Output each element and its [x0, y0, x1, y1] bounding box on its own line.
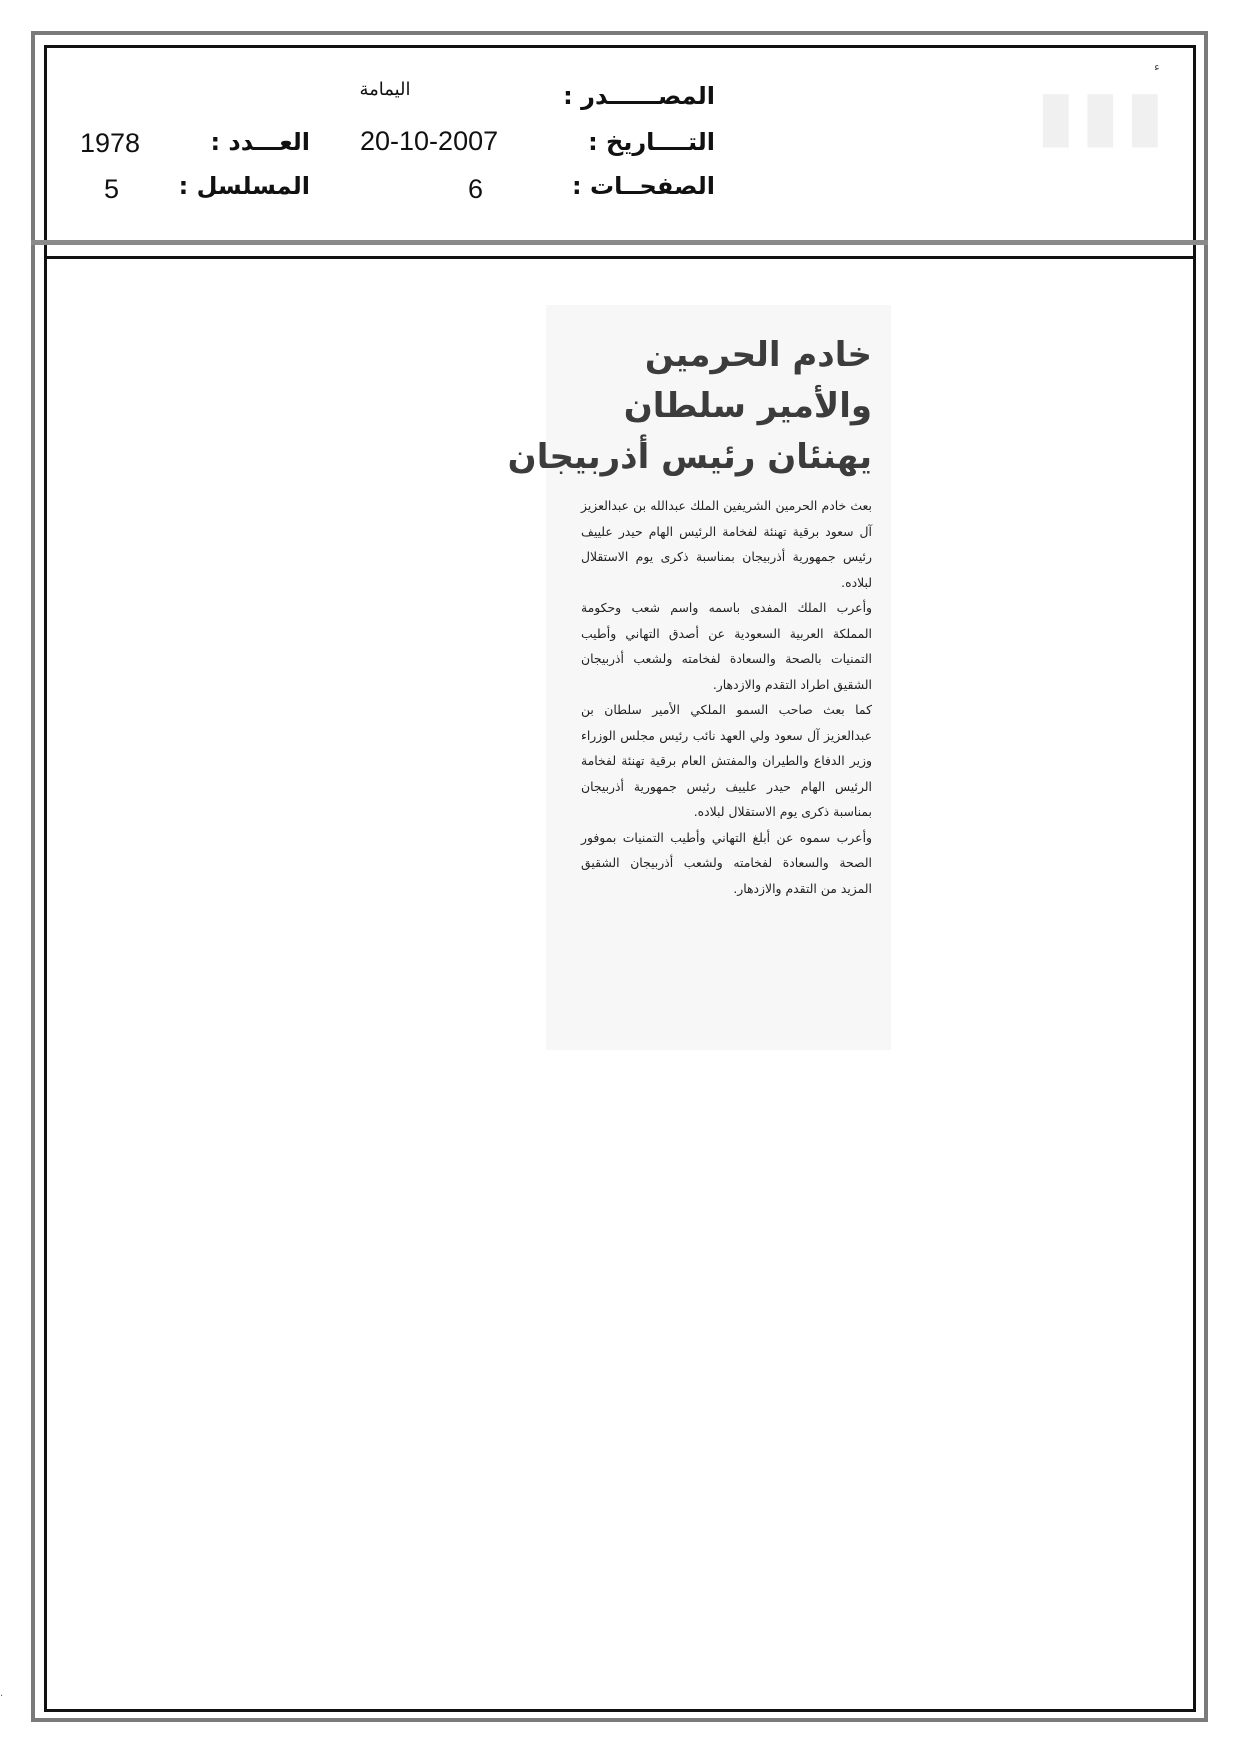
issue-value: 1978 — [80, 128, 141, 158]
header-separator — [31, 240, 1208, 245]
article-body — [581, 493, 872, 901]
headline-line: والأمير سلطان — [623, 386, 872, 426]
article-paragraph: وأعرب سموه عن أبلغ التهاني وأطيب التمنيات بموفور الصحة والسعادة لفخامته ولشعب أذربيجان الشقيق المزيد من التقدم والازدهار. — [581, 829, 872, 896]
article-paragraph: كما بعث صاحب السمو الملكي الأمير سلطان بن عبدالعزيز آل سعود ولي العهد نائب رئيس مجلس الوزراء وزير الدفاع والطيران والمفتش العام برقية تهنئة لفخامة الرئيس الهام حيدر علييف رئيس جمهورية أذربيجان بمناسبة ذكرى يوم الاستقلال لبلاده. — [581, 702, 872, 819]
date-label: التــــاريخ : — [588, 128, 715, 156]
news-clipping — [507, 305, 891, 1050]
source-value: اليمامة — [359, 79, 411, 100]
article-paragraph: بعث خادم الحرمين الشريفين الملك عبدالله بن عبدالعزيز آل سعود برقية تهنئة لفخامة الرئيس الهام حيدر علييف رئيس جمهورية أذربيجان بمناسبة ذكرى يوم الاستقلال لبلاده. — [581, 498, 872, 590]
date-value: 20-10-2007 — [360, 126, 499, 156]
source-label: المصــــــدر : — [563, 82, 715, 110]
pages-value: 6 — [468, 174, 484, 204]
header-separator-inner — [44, 256, 1196, 259]
watermark-logo: ▮▮▮ — [1036, 74, 1170, 156]
serial-label: المسلسل : — [178, 172, 310, 200]
headline-line: خادم الحرمين — [644, 335, 872, 375]
side-mark: . — [0, 1688, 4, 1699]
article-headline — [507, 330, 872, 483]
issue-label: العـــدد : — [210, 128, 310, 156]
pages-label: الصفحــات : — [572, 172, 715, 200]
serial-value: 5 — [104, 174, 120, 204]
article-paragraph: وأعرب الملك المفدى باسمه واسم شعب وحكومة المملكة العربية السعودية عن أصدق التهاني وأطيب التمنيات بالصحة والسعادة لفخامته ولشعب أذربيجان الشقيق اطراد التقدم والازدهار. — [581, 600, 872, 692]
corner-mark: ء — [1154, 60, 1160, 74]
headline-line: يهنئان رئيس أذربيجان — [507, 437, 872, 477]
